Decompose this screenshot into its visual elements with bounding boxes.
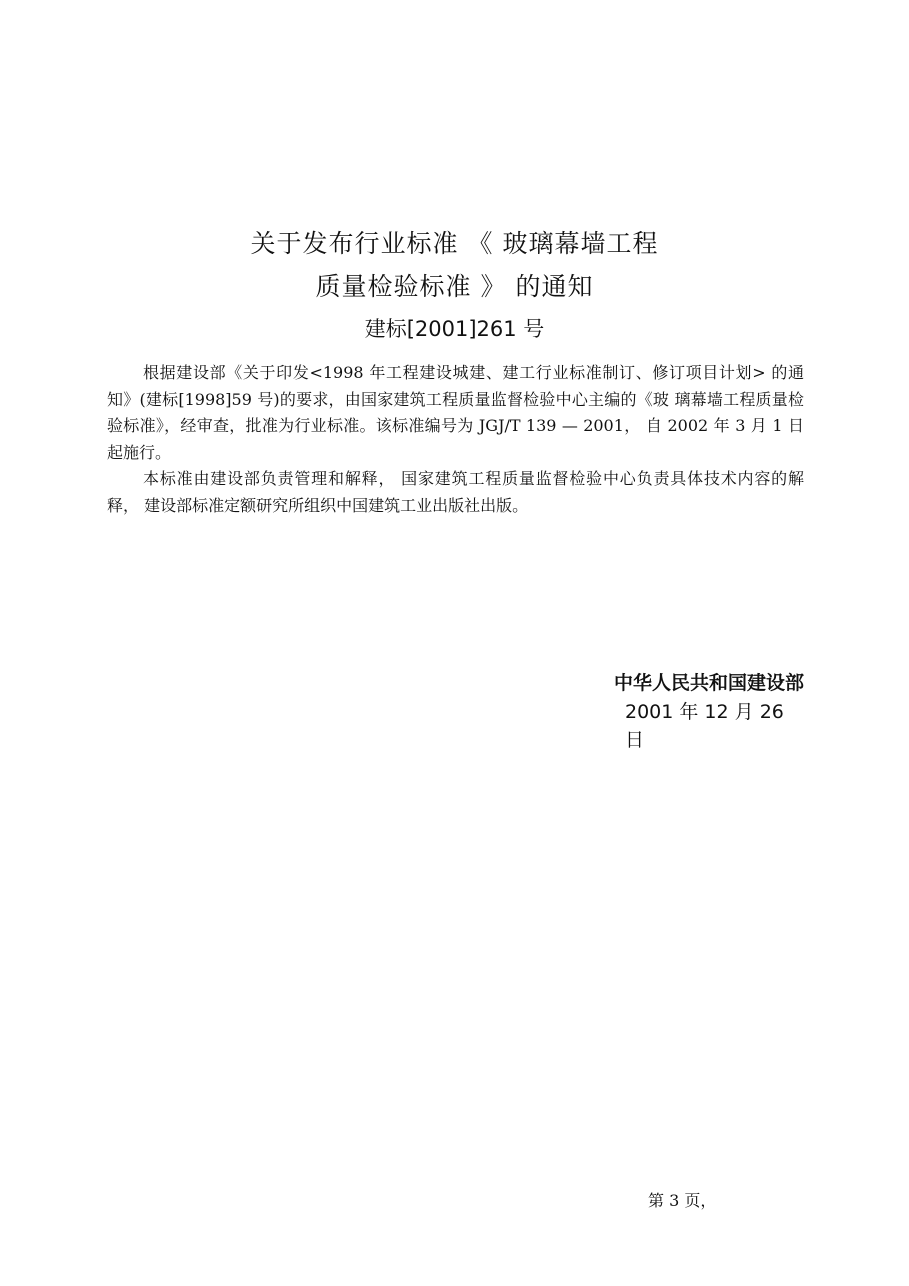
issue-date-part-1: 2001 年 12 月 26 [625, 701, 784, 723]
issue-date-part-2: 日 [625, 729, 645, 751]
document-number: 建标[2001]261 号 [364, 317, 545, 341]
body-paragraph-1: 根据建设部《关于印发<1998 年工程建设城建、建工行业标准制订、修订项目计划> 的通知》(建标[1998]59 号)的要求，由国家建筑工程质量监督检验中心主编的《玻 璃幕墙工程质量检验标准》，经审查，批准为行业标准。该标准编号为 JGJ/T 139 — 2001， 自 2002 年 3 月 1 日起施行。 [107, 363, 804, 462]
body-paragraph-2: 本标准由建设部负责管理和解释， 国家建筑工程质量监督检验中心负责具体技术内容的解释， 建设部标准定额研究所组织中国建筑工业出版社出版。 [107, 469, 804, 515]
issue-date [625, 698, 795, 754]
issuing-authority: 中华人民共和国建设部 [613, 672, 804, 694]
notice-body [107, 360, 804, 519]
notice-title-line-2: 质量检验标准 》 的通知 [315, 272, 594, 301]
page-number: 第 3 页， [648, 1191, 717, 1210]
notice-title-line-1: 关于发布行业标准 《 玻璃幕墙工程 [250, 229, 659, 258]
